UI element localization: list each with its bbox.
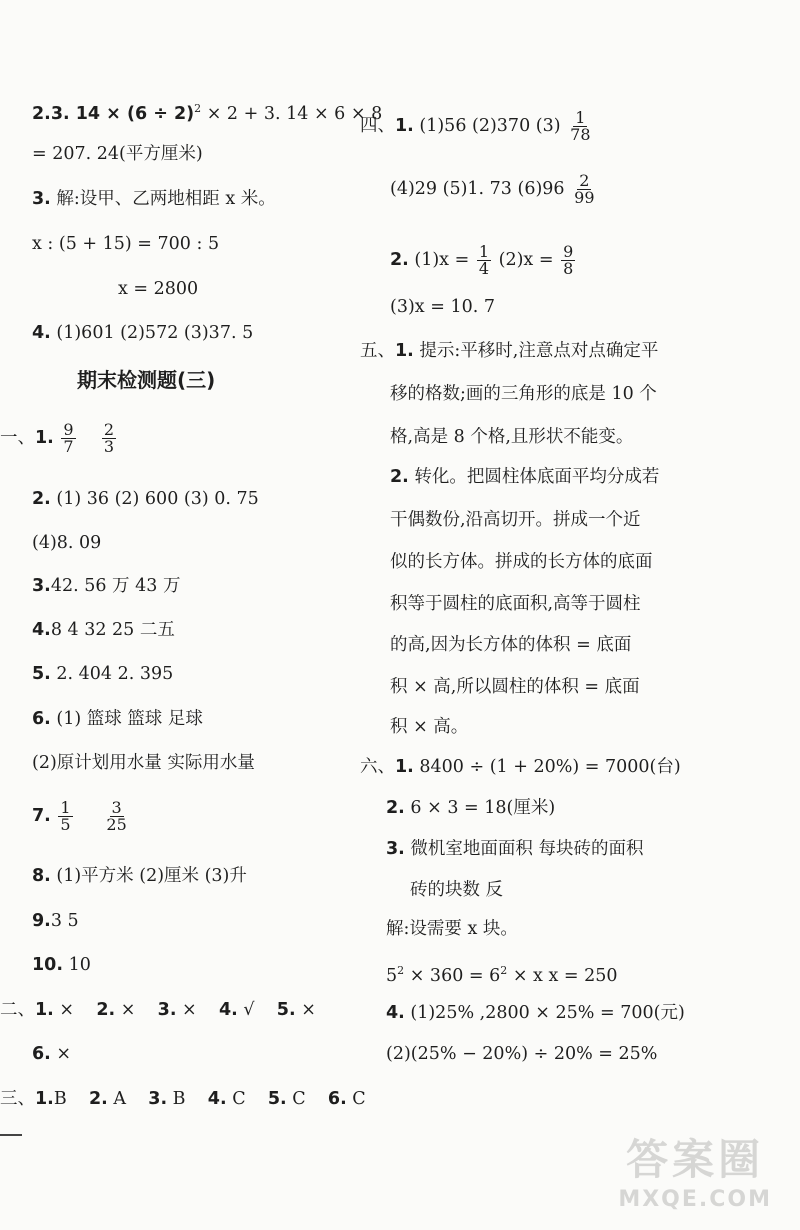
s1-q3: 3.42. 56 万 43 万 bbox=[32, 576, 181, 596]
fraction: $\frac{2}{99}$ bbox=[574, 171, 595, 207]
s1-q9: 9.3 5 bbox=[32, 911, 79, 931]
s6-q3d: $5^2 \times 360 = 6^2 \times x$ x = 250 bbox=[386, 964, 618, 986]
s1-q2: 2. (1) 36 (2) 600 (3) 0. 75 bbox=[32, 489, 259, 509]
left-line-4: x : (5 + 15) = 700 : 5 bbox=[32, 234, 220, 254]
watermark-logo: 答案圈 MXQE.COM bbox=[618, 1135, 772, 1212]
s4-q2b: (3)x = 10. 7 bbox=[390, 297, 495, 317]
s1-q1: 一、1. $\frac{9}{7}$ $\frac{2}{3}$ bbox=[0, 420, 115, 456]
s6-q3: 3. 微机室地面面积 每块砖的面积 bbox=[386, 839, 644, 859]
s1-q2b: (4)8. 09 bbox=[32, 533, 102, 553]
s4-q2: 2. (1)x = $\frac{1}{4}$ (2)x = $\frac{9}{8}$ bbox=[390, 242, 574, 278]
left-line-5: x = 2800 bbox=[118, 279, 199, 299]
section-title: 期末检测题(三) bbox=[77, 368, 216, 392]
s1-q10: 10. 10 bbox=[32, 955, 91, 975]
s1-q4: 4.8 4 32 25 二五 bbox=[32, 620, 175, 640]
s5-q2g: 积 × 高。 bbox=[390, 717, 469, 737]
s5-q1b: 移的格数;画的三角形的底是 10 个 bbox=[390, 384, 657, 404]
s5-q2c: 似的长方体。拼成的长方体的底面 bbox=[390, 552, 653, 572]
s5-q1: 五、1. 提示:平移时,注意点对点确定平 bbox=[360, 341, 659, 361]
fraction: $\frac{1}{4}$ bbox=[478, 242, 490, 278]
s5-q2b: 干偶数份,沿高切开。拼成一个近 bbox=[390, 510, 641, 530]
fraction: $\frac{1}{78}$ bbox=[570, 108, 591, 144]
left-line-2: = 207. 24(平方厘米) bbox=[32, 144, 203, 164]
s6-q3c: 解:设需要 x 块。 bbox=[386, 919, 518, 939]
s5-q2f: 积 × 高,所以圆柱的体积 = 底面 bbox=[390, 677, 640, 697]
s5-q2: 2. 转化。把圆柱体底面平均分成若 bbox=[390, 467, 660, 487]
s5-q2d: 积等于圆柱的底面积,高等于圆柱 bbox=[390, 594, 641, 614]
s1-q6: 6. (1) 篮球 篮球 足球 bbox=[32, 709, 203, 729]
s2-row1: 二、1. × 2. × 3. × 4. √ 5. × bbox=[0, 1000, 316, 1020]
s6-q2: 2. 6 × 3 = 18(厘米) bbox=[386, 798, 556, 818]
s4-q1: 四、1. (1)56 (2)370 (3) $\frac{1}{78}$ bbox=[360, 108, 591, 144]
s6-q4: 4. (1)25% ,2800 × 25% = 700(元) bbox=[386, 1003, 685, 1023]
fraction: $\frac{1}{5}$ bbox=[60, 798, 71, 834]
s2-row2: 6. × bbox=[32, 1044, 72, 1064]
fraction: $\frac{9}{8}$ bbox=[563, 242, 574, 278]
s1-q6b: (2)原计划用水量 实际用水量 bbox=[32, 753, 255, 773]
s5-q1c: 格,高是 8 个格,且形状不能变。 bbox=[390, 427, 634, 447]
s1-q8: 8. (1)平方米 (2)厘米 (3)升 bbox=[32, 866, 247, 886]
s1-q5: 5. 2. 404 2. 395 bbox=[32, 664, 174, 684]
s6-q1: 六、1. 8400 ÷ (1 + 20%) = 7000(台) bbox=[360, 757, 681, 777]
s4-q1b: (4)29 (5)1. 73 (6)96 $\frac{2}{99}$ bbox=[390, 171, 595, 207]
fraction: $\frac{3}{25}$ bbox=[106, 798, 127, 834]
s6-q4b: (2)(25% − 20%) ÷ 20% = 25% bbox=[386, 1044, 658, 1064]
s3-row: 三、1.B 2. A 3. B 4. C 5. C 6. C bbox=[0, 1089, 366, 1109]
s1-q7: 7. $\frac{1}{5}$ $\frac{3}{25}$ bbox=[32, 798, 127, 834]
fraction: $\frac{9}{7}$ bbox=[63, 420, 74, 456]
edge-divider bbox=[0, 1134, 22, 1136]
left-line-1: 2.3. $14 \times (6 \div 2)^2 \times 2 + 3$. 14 × 6 × 8 bbox=[32, 102, 383, 124]
s5-q2e: 的高,因为长方体的体积 = 底面 bbox=[390, 635, 632, 655]
s6-q3b: 砖的块数 反 bbox=[410, 880, 504, 900]
fraction: $\frac{2}{3}$ bbox=[103, 420, 115, 456]
left-line-3: 3. 解:设甲、乙两地相距 x 米。 bbox=[32, 189, 276, 209]
left-line-6: 4. (1)601 (2)572 (3)37. 5 bbox=[32, 323, 254, 343]
